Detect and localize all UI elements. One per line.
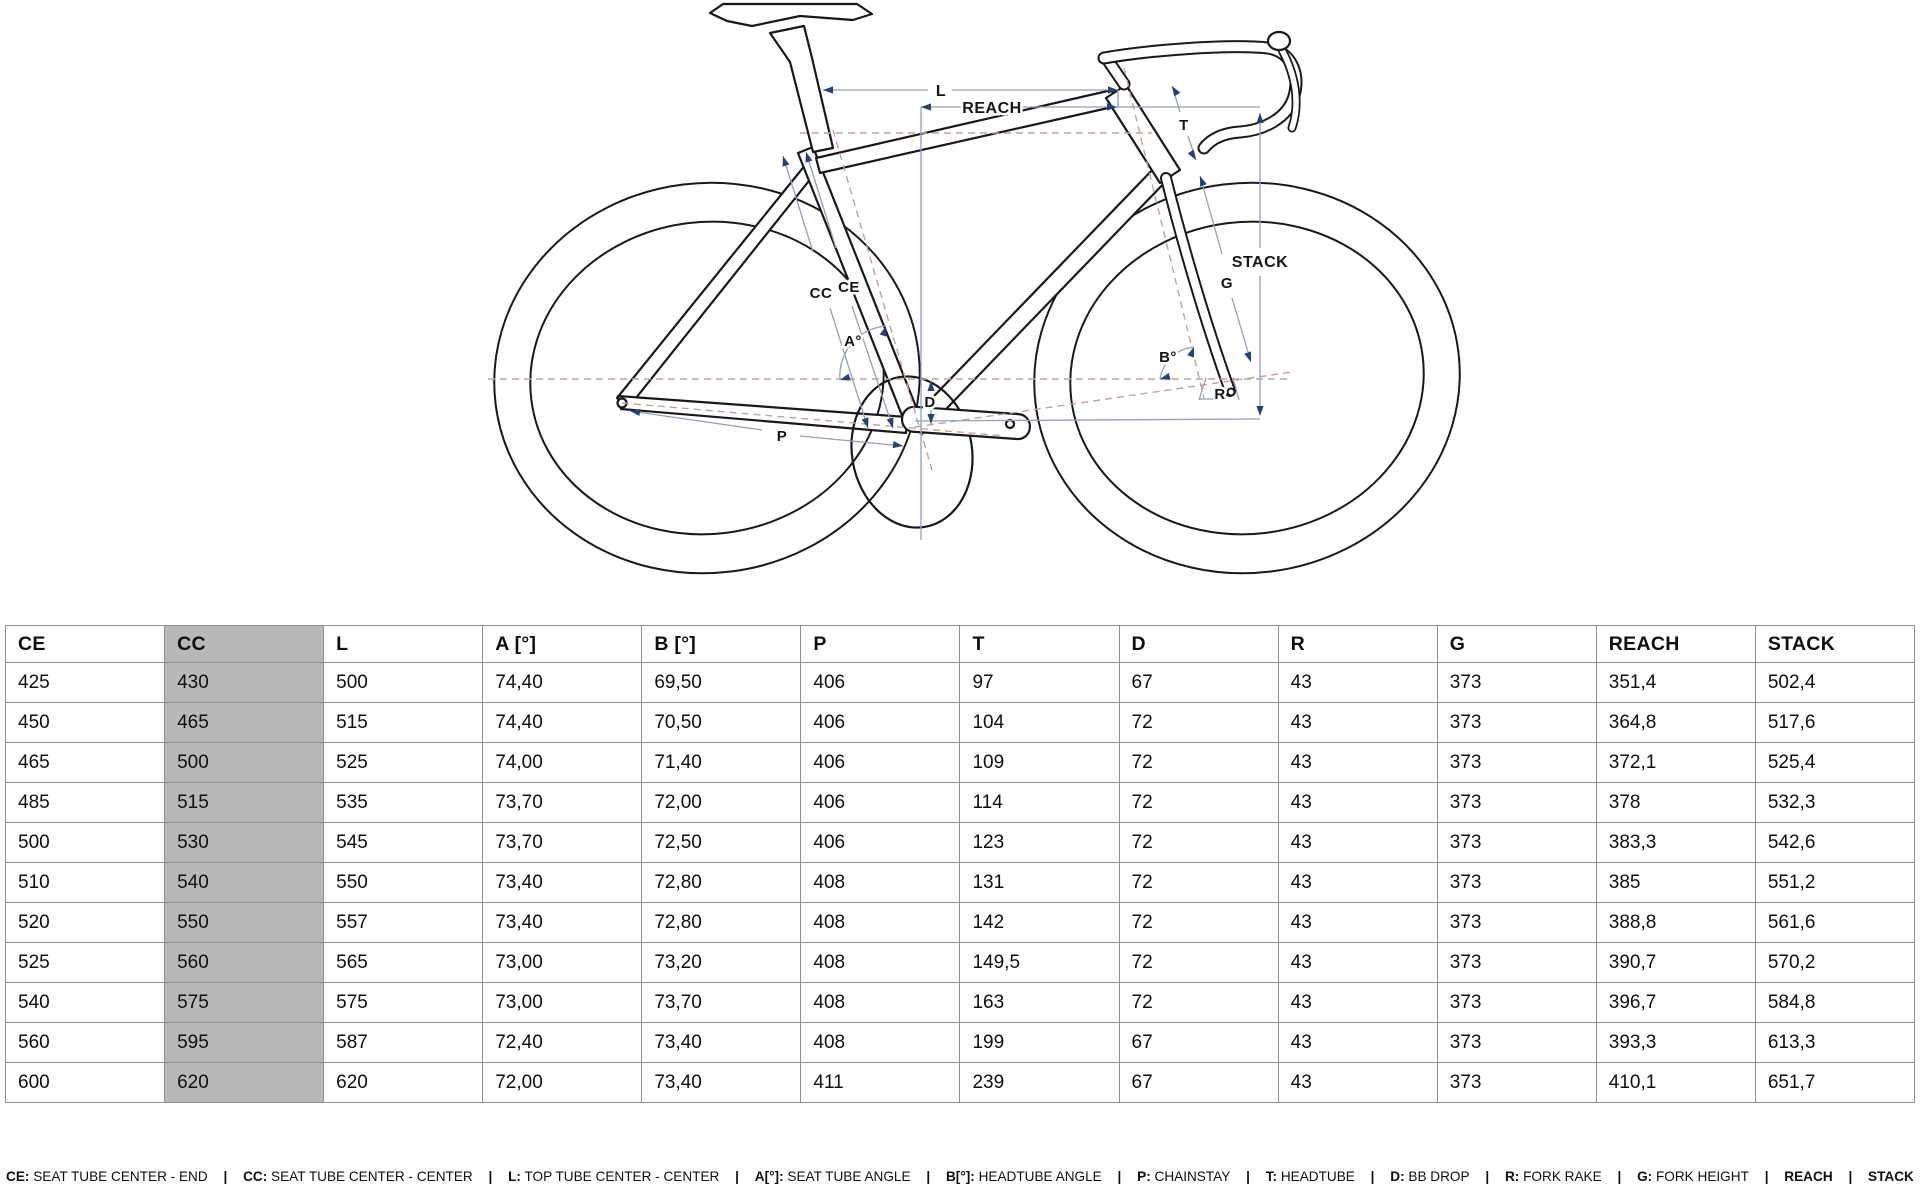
legend-item	[508, 1169, 719, 1184]
table-cell: 73,40	[483, 863, 642, 903]
table-cell: 500	[324, 663, 483, 703]
table-cell: 73,70	[483, 823, 642, 863]
table-cell: 74,00	[483, 743, 642, 783]
table-cell: 123	[960, 823, 1119, 863]
table-cell: 561,6	[1755, 903, 1914, 943]
legend-item	[1137, 1169, 1230, 1184]
table-cell: 67	[1119, 1063, 1278, 1103]
table-cell: 408	[801, 943, 960, 983]
table-cell: 73,40	[642, 1063, 801, 1103]
legend-item-desc: CHAINSTAY	[1154, 1169, 1231, 1184]
table-cell: 72	[1119, 703, 1278, 743]
legend-item-desc: BB DROP	[1408, 1169, 1470, 1184]
table-cell: 408	[801, 863, 960, 903]
legend-item-desc: TOP TUBE CENTER - CENTER	[524, 1169, 720, 1184]
column-header-r: R	[1278, 626, 1437, 663]
legend-item	[6, 1169, 208, 1184]
table-cell: 72,80	[642, 903, 801, 943]
table-cell: 520	[6, 903, 165, 943]
dim-label-a: A°	[844, 333, 862, 350]
legend-separator: |	[1848, 1169, 1853, 1184]
table-cell: 502,4	[1755, 663, 1914, 703]
geometry-table	[5, 625, 1915, 1103]
legend-item-desc: SEAT TUBE ANGLE	[787, 1169, 911, 1184]
table-row	[6, 1063, 1915, 1103]
legend-separator: |	[735, 1169, 739, 1184]
legend-item	[1505, 1169, 1602, 1184]
legend-item-key: STACK	[1868, 1169, 1914, 1184]
table-cell: 373	[1437, 903, 1596, 943]
column-header-t: T	[960, 626, 1119, 663]
seatstay-tube	[617, 164, 816, 408]
dim-label-g: G	[1220, 275, 1234, 292]
table-cell: 390,7	[1596, 943, 1755, 983]
table-cell: 410,1	[1596, 1063, 1755, 1103]
table-cell: 67	[1119, 663, 1278, 703]
table-cell: 43	[1278, 743, 1437, 783]
table-cell: 43	[1278, 783, 1437, 823]
table-cell: 373	[1437, 743, 1596, 783]
table-cell: 388,8	[1596, 903, 1755, 943]
table-cell: 542,6	[1755, 823, 1914, 863]
legend-item-key: REACH	[1784, 1169, 1833, 1184]
saddle	[710, 4, 872, 26]
table-cell: 373	[1437, 943, 1596, 983]
dim-label-ce: CE	[838, 279, 860, 296]
header-row	[6, 626, 1915, 663]
table-cell: 430	[165, 663, 324, 703]
brake-hood	[1268, 32, 1290, 50]
column-header-ce: CE	[6, 626, 165, 663]
table-cell: 373	[1437, 663, 1596, 703]
table-cell: 72	[1119, 783, 1278, 823]
table-cell: 425	[6, 663, 165, 703]
dim-label-b: B°	[1159, 349, 1177, 366]
table-cell: 43	[1278, 1063, 1437, 1103]
table-cell: 584,8	[1755, 983, 1914, 1023]
table-cell: 364,8	[1596, 703, 1755, 743]
legend-item-key: D:	[1390, 1169, 1405, 1184]
table-row	[6, 823, 1915, 863]
table-row	[6, 983, 1915, 1023]
table-cell: 408	[801, 1023, 960, 1063]
legend-item	[946, 1169, 1102, 1184]
table-cell: 406	[801, 663, 960, 703]
table-cell: 72	[1119, 903, 1278, 943]
table-cell: 43	[1278, 703, 1437, 743]
table-cell: 373	[1437, 863, 1596, 903]
table-cell: 540	[165, 863, 324, 903]
table-cell: 406	[801, 743, 960, 783]
table-cell: 557	[324, 903, 483, 943]
table-cell: 69,50	[642, 663, 801, 703]
legend-item-desc: HEADTUBE ANGLE	[978, 1169, 1102, 1184]
head-tube	[1106, 85, 1180, 183]
legend-item-key: A[°]:	[754, 1169, 784, 1184]
table-cell: 72,80	[642, 863, 801, 903]
table-cell: 651,7	[1755, 1063, 1914, 1103]
legend	[6, 1169, 1914, 1184]
table-cell: 565	[324, 943, 483, 983]
table-row	[6, 783, 1915, 823]
table-cell: 530	[165, 823, 324, 863]
table-cell: 199	[960, 1023, 1119, 1063]
table-cell: 500	[165, 743, 324, 783]
table-cell: 109	[960, 743, 1119, 783]
column-header-stack: STACK	[1755, 626, 1914, 663]
table-row	[6, 863, 1915, 903]
legend-item-key: P:	[1137, 1169, 1151, 1184]
table-cell: 500	[6, 823, 165, 863]
table-cell: 114	[960, 783, 1119, 823]
table-cell: 373	[1437, 783, 1596, 823]
table-cell: 393,3	[1596, 1023, 1755, 1063]
table-cell: 373	[1437, 983, 1596, 1023]
table-row	[6, 903, 1915, 943]
table-cell: 383,3	[1596, 823, 1755, 863]
table-cell: 73,00	[483, 943, 642, 983]
table-cell: 532,3	[1755, 783, 1914, 823]
table-cell: 72,50	[642, 823, 801, 863]
table-cell: 535	[324, 783, 483, 823]
table-cell: 43	[1278, 863, 1437, 903]
legend-item-key: G:	[1637, 1169, 1653, 1184]
table-cell: 239	[960, 1063, 1119, 1103]
table-cell: 515	[165, 783, 324, 823]
legend-item	[243, 1169, 473, 1184]
table-cell: 72	[1119, 863, 1278, 903]
table-cell: 385	[1596, 863, 1755, 903]
legend-item-key: B[°]:	[945, 1169, 975, 1184]
table-cell: 465	[6, 743, 165, 783]
table-cell: 149,5	[960, 943, 1119, 983]
table-row	[6, 1023, 1915, 1063]
legend-separator: |	[1370, 1169, 1375, 1184]
column-header-d: D	[1119, 626, 1278, 663]
table-cell: 600	[6, 1063, 165, 1103]
legend-item-key: T:	[1265, 1169, 1278, 1184]
table-cell: 575	[165, 983, 324, 1023]
table-cell: 515	[324, 703, 483, 743]
table-cell: 43	[1278, 1023, 1437, 1063]
table-cell: 372,1	[1596, 743, 1755, 783]
table-cell: 43	[1278, 823, 1437, 863]
table-cell: 450	[6, 703, 165, 743]
table-cell: 373	[1437, 703, 1596, 743]
table-cell: 620	[324, 1063, 483, 1103]
table-row	[6, 703, 1915, 743]
legend-item	[1637, 1169, 1749, 1184]
legend-item	[1266, 1169, 1355, 1184]
table-cell: 575	[324, 983, 483, 1023]
table-cell: 465	[165, 703, 324, 743]
dim-label-p: P	[776, 428, 788, 445]
geometry-table-header	[6, 626, 1915, 663]
table-cell: 97	[960, 663, 1119, 703]
dim-label-l: L	[935, 83, 947, 100]
legend-separator: |	[488, 1169, 493, 1184]
legend-item-desc: SEAT TUBE CENTER - END	[33, 1169, 208, 1184]
rear-wheel	[472, 158, 942, 597]
legend-item-key: CC:	[243, 1169, 268, 1184]
table-cell: 142	[960, 903, 1119, 943]
legend-item-desc: FORK HEIGHT	[1655, 1169, 1749, 1184]
table-cell: 74,40	[483, 663, 642, 703]
table-cell: 551,2	[1755, 863, 1914, 903]
table-cell: 104	[960, 703, 1119, 743]
table-cell: 43	[1278, 663, 1437, 703]
table-cell: 43	[1278, 903, 1437, 943]
table-cell: 73,40	[642, 1023, 801, 1063]
table-cell: 73,40	[483, 903, 642, 943]
table-cell: 595	[165, 1023, 324, 1063]
table-cell: 406	[801, 823, 960, 863]
table-cell: 373	[1437, 1023, 1596, 1063]
legend-item	[755, 1169, 911, 1184]
table-cell: 485	[6, 783, 165, 823]
table-cell: 71,40	[642, 743, 801, 783]
table-cell: 73,70	[483, 783, 642, 823]
legend-item-desc: SEAT TUBE CENTER - CENTER	[271, 1169, 473, 1184]
column-header-l: L	[324, 626, 483, 663]
table-cell: 73,00	[483, 983, 642, 1023]
front-wheel	[1012, 158, 1482, 597]
legend-item	[1868, 1169, 1914, 1184]
table-cell: 70,50	[642, 703, 801, 743]
legend-item-desc: FORK RAKE	[1523, 1169, 1602, 1184]
table-cell: 131	[960, 863, 1119, 903]
table-cell: 560	[6, 1023, 165, 1063]
dim-label-cc: CC	[809, 285, 833, 302]
table-cell: 406	[801, 783, 960, 823]
legend-separator: |	[926, 1169, 931, 1184]
table-cell: 620	[165, 1063, 324, 1103]
frame	[617, 4, 1180, 434]
legend-separator: |	[1617, 1169, 1622, 1184]
dim-label-stack: STACK	[1231, 254, 1289, 271]
table-cell: 550	[324, 863, 483, 903]
table-row	[6, 943, 1915, 983]
table-cell: 72,40	[483, 1023, 642, 1063]
legend-separator: |	[1485, 1169, 1490, 1184]
table-cell: 560	[165, 943, 324, 983]
table-cell: 373	[1437, 1063, 1596, 1103]
table-cell: 72	[1119, 743, 1278, 783]
legend-separator: |	[1764, 1169, 1769, 1184]
table-cell: 163	[960, 983, 1119, 1023]
table-cell: 411	[801, 1063, 960, 1103]
table-cell: 373	[1437, 823, 1596, 863]
table-cell: 72,00	[483, 1063, 642, 1103]
table-cell: 517,6	[1755, 703, 1914, 743]
down-tube	[909, 164, 1171, 434]
dim-label-t: T	[1179, 117, 1189, 134]
legend-item-key: R:	[1504, 1169, 1520, 1184]
column-header-cc: CC	[165, 626, 324, 663]
table-cell: 510	[6, 863, 165, 903]
table-cell: 72	[1119, 943, 1278, 983]
table-cell: 67	[1119, 1023, 1278, 1063]
legend-separator: |	[1246, 1169, 1250, 1184]
table-cell: 525	[324, 743, 483, 783]
dim-label-reach: REACH	[962, 100, 1022, 117]
legend-item-key: CE:	[6, 1169, 30, 1184]
table-cell: 43	[1278, 983, 1437, 1023]
table-cell: 545	[324, 823, 483, 863]
table-row	[6, 663, 1915, 703]
table-cell: 351,4	[1596, 663, 1755, 703]
table-cell: 73,20	[642, 943, 801, 983]
table-cell: 72,00	[642, 783, 801, 823]
table-cell: 72	[1119, 823, 1278, 863]
dim-label-d: D	[924, 394, 936, 411]
table-cell: 43	[1278, 943, 1437, 983]
table-cell: 408	[801, 983, 960, 1023]
crankset	[840, 367, 1031, 538]
table-cell: 525	[6, 943, 165, 983]
table-cell: 408	[801, 903, 960, 943]
geometry-table-body	[6, 663, 1915, 1103]
column-header-b: B [°]	[642, 626, 801, 663]
table-cell: 72	[1119, 983, 1278, 1023]
column-header-g: G	[1437, 626, 1596, 663]
legend-item-key: L:	[508, 1169, 521, 1184]
table-cell: 613,3	[1755, 1023, 1914, 1063]
dashed-guides	[488, 68, 1292, 470]
legend-item	[1784, 1169, 1832, 1184]
table-cell: 396,7	[1596, 983, 1755, 1023]
dim-label-r: R	[1214, 386, 1226, 403]
column-header-a: A [°]	[483, 626, 642, 663]
table-cell: 587	[324, 1023, 483, 1063]
table-cell: 74,40	[483, 703, 642, 743]
table-cell: 378	[1596, 783, 1755, 823]
table-cell: 570,2	[1755, 943, 1914, 983]
table-cell: 73,70	[642, 983, 801, 1023]
table-cell: 540	[6, 983, 165, 1023]
table-cell: 550	[165, 903, 324, 943]
table-row	[6, 743, 1915, 783]
column-header-p: P	[801, 626, 960, 663]
legend-item	[1390, 1169, 1469, 1184]
table-cell: 525,4	[1755, 743, 1914, 783]
column-header-reach: REACH	[1596, 626, 1755, 663]
legend-item-desc: HEADTUBE	[1280, 1169, 1355, 1184]
legend-separator: |	[1117, 1169, 1122, 1184]
table-cell: 406	[801, 703, 960, 743]
legend-separator: |	[223, 1169, 228, 1184]
